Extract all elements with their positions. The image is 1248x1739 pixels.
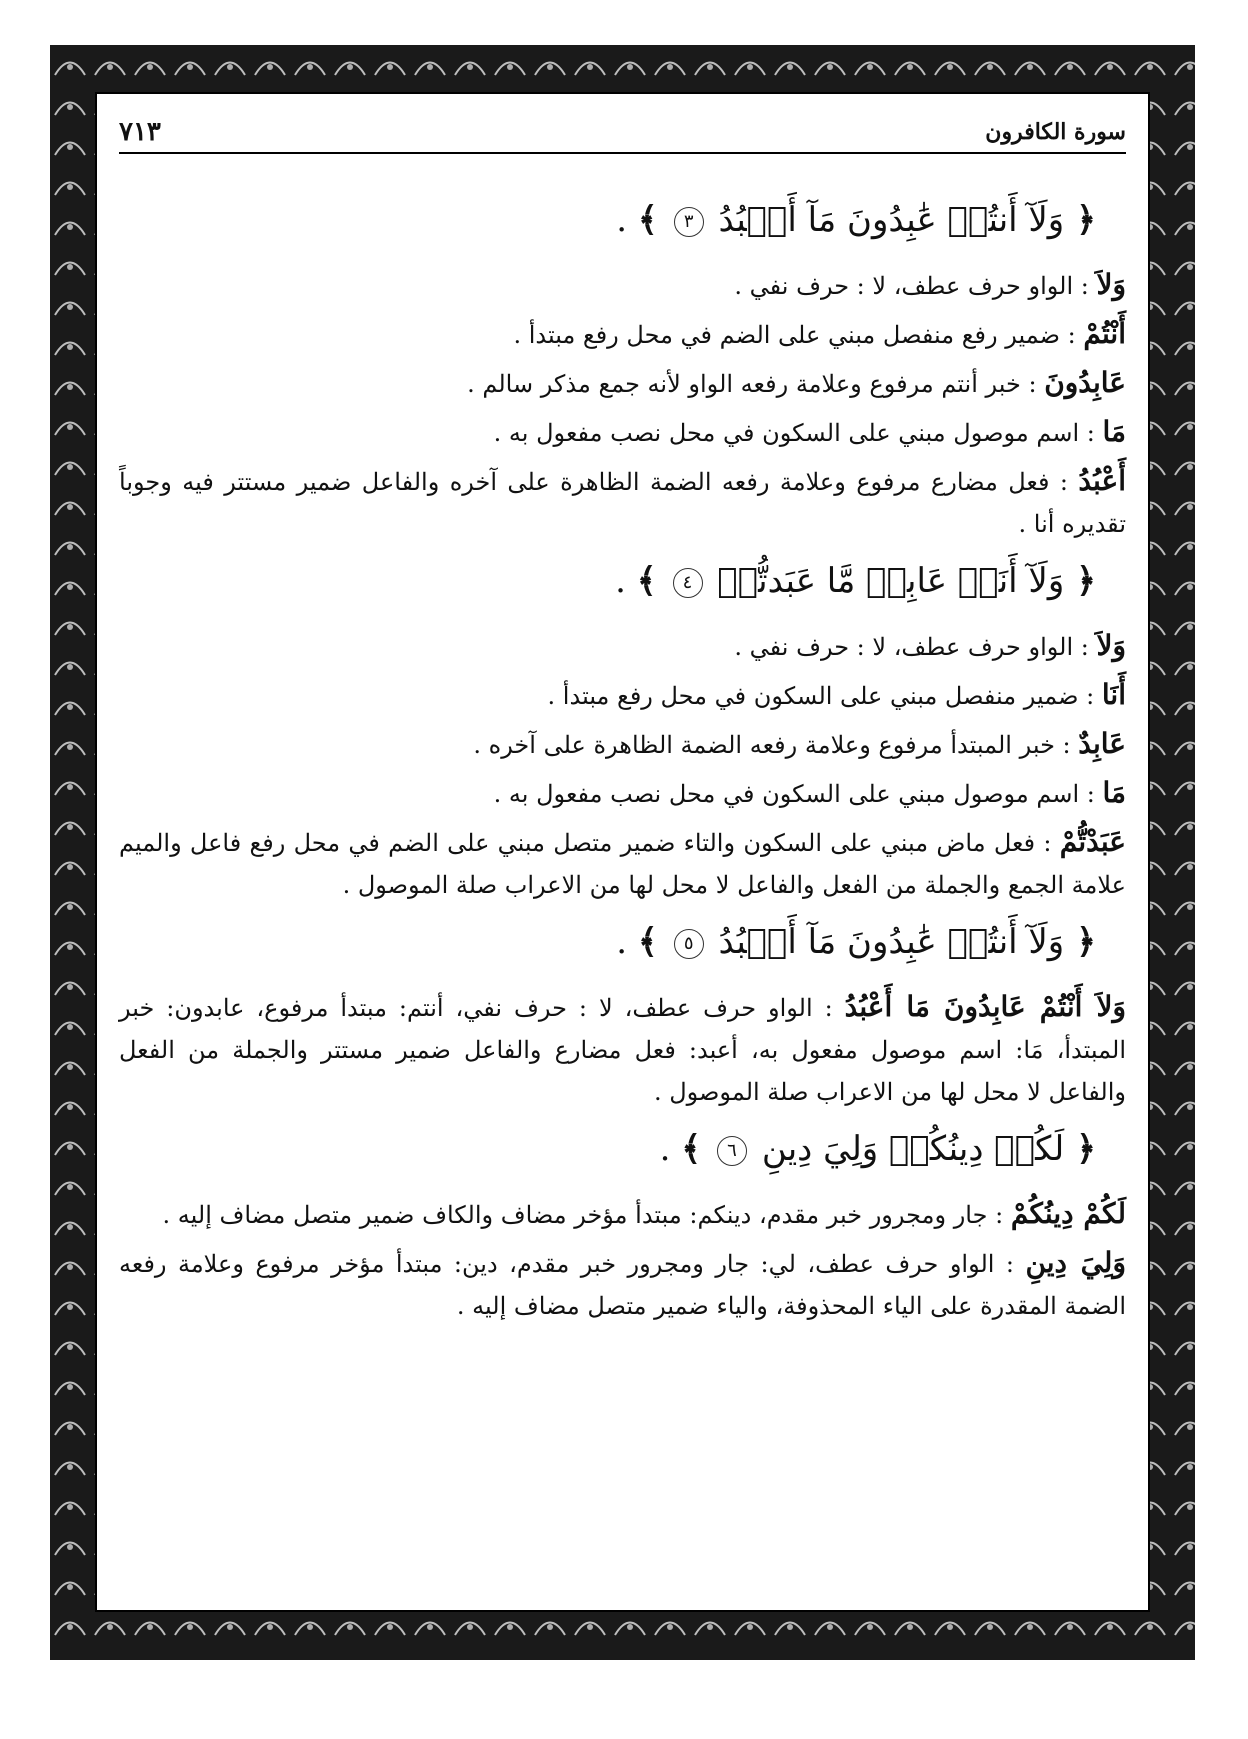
- grammar-term: أَعْبُدُ: [1078, 464, 1126, 497]
- grammar-line: [119, 411, 1126, 454]
- grammar-term: وَلِيَ دِينِ: [1025, 1246, 1126, 1279]
- grammar-term: عَابِدُونَ: [1044, 366, 1126, 399]
- grammar-explanation: : فعل ماض مبني على السكون والتاء ضمير متصل مبني على الضم في محل رفع فاعل والميم علامة الجمع والجملة من الفعل والفاعل لا محل لها من الاعراب صلة الموصول .: [119, 829, 1126, 899]
- verse-text: وَلَآ أَنتُمۡ عَٰبِدُونَ مَآ أَعۡبُدُ: [718, 200, 1065, 240]
- ornate-bracket-close: ﴾: [636, 561, 669, 601]
- grammar-line: [119, 986, 1126, 1113]
- verse-number: ٣: [674, 207, 704, 237]
- ornate-bracket-open: ﴿: [1064, 200, 1096, 240]
- verse-text: وَلَآ أَنتُمۡ عَٰبِدُونَ مَآ أَعۡبُدُ: [718, 922, 1065, 962]
- grammar-explanation: : الواو حرف عطف، لي: جار ومجرور خبر مقدم، دين: مبتدأ مؤخر مرفوع وعلامة رفعه الضمة المقدرة على الياء المحذوفة، والياء ضمير متصل مضاف إليه .: [119, 1250, 1126, 1320]
- ornate-bracket-open: ﴿: [1064, 1129, 1096, 1169]
- grammar-explanation: : جار ومجرور خبر مقدم، دينكم: مبتدأ مؤخر مضاف والكاف ضمير متصل مضاف إليه .: [162, 1201, 1004, 1229]
- grammar-explanation: : اسم موصول مبني على السكون في محل نصب مفعول به .: [493, 419, 1095, 447]
- grammar-line: [119, 1193, 1126, 1236]
- page-number: ٧١٣: [119, 117, 161, 147]
- grammar-term: عَبَدْتُّمْ: [1059, 825, 1126, 858]
- grammar-explanation: : ضمير رفع منفصل مبني على الضم في محل رفع مبتدأ .: [513, 321, 1076, 349]
- verse-text: لَكُمۡ دِينُكُمۡ وَلِيَ دِينِ: [761, 1129, 1065, 1169]
- grammar-line: [119, 723, 1126, 766]
- grammar-term: أَنْتُمْ: [1083, 317, 1126, 350]
- grammar-term: مَا: [1102, 776, 1126, 809]
- grammar-line: [119, 313, 1126, 356]
- grammar-line: [119, 1242, 1126, 1327]
- grammar-explanation: : خبر أنتم مرفوع وعلامة رفعه الواو لأنه جمع مذكر سالم .: [467, 370, 1037, 398]
- grammar-term: وَلاَ أَنْتُمْ عَابِدُونَ مَا أَعْبُدُ: [844, 990, 1126, 1023]
- grammar-term: مَا: [1102, 415, 1126, 448]
- grammar-line: [119, 674, 1126, 717]
- verse: ﴿ وَلَآ أَنَا۠ عَابِدٞ مَّا عَبَدتُّمۡ ٤ ﴾ .: [615, 561, 1096, 601]
- grammar-line: [119, 821, 1126, 906]
- grammar-line: [119, 625, 1126, 668]
- grammar-line: [119, 362, 1126, 405]
- ornate-bracket-open: ﴿: [1064, 922, 1096, 962]
- ornate-bracket-close: ﴾: [681, 1129, 713, 1169]
- verse-number: ٤: [673, 568, 703, 598]
- grammar-explanation: : فعل مضارع مرفوع وعلامة رفعه الضمة الظاهرة على آخره والفاعل ضمير مستتر فيه وجوباً تقديره أنا .: [119, 468, 1126, 538]
- ornate-bracket-close: ﴾: [637, 922, 670, 962]
- verse-number: ٦: [717, 1136, 747, 1166]
- grammar-explanation: : الواو حرف عطف، لا : حرف نفي .: [734, 272, 1089, 300]
- grammar-explanation: : اسم موصول مبني على السكون في محل نصب مفعول به .: [493, 780, 1095, 808]
- grammar-explanation: : ضمير منفصل مبني على السكون في محل رفع مبتدأ .: [547, 682, 1095, 710]
- verse: ﴿ لَكُمۡ دِينُكُمۡ وَلِيَ دِينِ ٦ ﴾ .: [659, 1129, 1096, 1169]
- verse-number: ٥: [674, 929, 704, 959]
- verse: ﴿ وَلَآ أَنتُمۡ عَٰبِدُونَ مَآ أَعۡبُدُ ٣ ﴾ .: [616, 200, 1096, 240]
- verse-text: وَلَآ أَنَا۠ عَابِدٞ مَّا عَبَدتُّمۡ: [717, 561, 1065, 601]
- verse: ﴿ وَلَآ أَنتُمۡ عَٰبِدُونَ مَآ أَعۡبُدُ ٥ ﴾ .: [616, 922, 1096, 962]
- grammar-line: [119, 460, 1126, 545]
- page-header: [119, 112, 1126, 154]
- grammar-term: وَلاَ: [1096, 268, 1126, 301]
- grammar-term: وَلاَ: [1096, 629, 1126, 662]
- grammar-term: لَكُمْ دِينُكُمْ: [1010, 1197, 1126, 1230]
- surah-title: سورة الكافرون: [985, 119, 1126, 145]
- grammar-explanation: : الواو حرف عطف، لا : حرف نفي، أنتم: مبتدأ مرفوع، عابدون: خبر المبتدأ، مَا: اسم موصول مفعول به، أعبد: فعل مضارع والفاعل ضمير مستتر والجملة من الفعل والفاعل لا محل لها من الاعراب صلة الموصول .: [119, 994, 1126, 1106]
- grammar-explanation: : خبر المبتدأ مرفوع وعلامة رفعه الضمة الظاهرة على آخره .: [473, 731, 1071, 759]
- grammar-explanation: : الواو حرف عطف، لا : حرف نفي .: [734, 633, 1089, 661]
- ornate-bracket-close: ﴾: [637, 200, 670, 240]
- grammar-line: [119, 772, 1126, 815]
- grammar-line: [119, 264, 1126, 307]
- ornate-bracket-open: ﴿: [1064, 561, 1096, 601]
- grammar-term: عَابِدٌ: [1078, 727, 1126, 760]
- page-content: [119, 184, 1126, 1333]
- page: [95, 92, 1150, 1612]
- grammar-term: أَنَا: [1101, 678, 1126, 711]
